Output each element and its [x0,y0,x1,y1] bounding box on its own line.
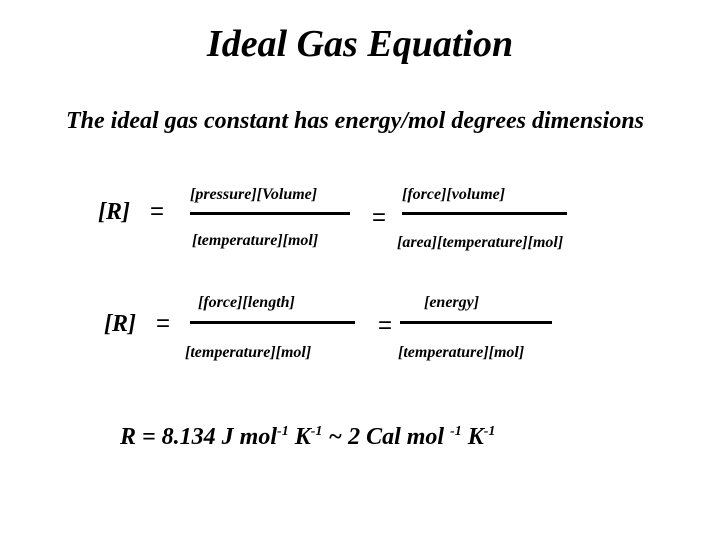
row1-equals-1: = [150,198,165,225]
gas-constant-value [120,424,495,451]
row1-lhs [98,198,164,226]
row1-frac2-bar [402,212,567,215]
constant-k: K [288,424,311,450]
constant-exp-1: -1 [277,424,289,439]
row1-equals-2: = [372,204,387,231]
row2-frac1-bar [190,321,355,324]
row2-lhs-symbol: [R] [104,311,136,337]
row2-frac1-numerator: [force][length] [198,294,295,311]
page-title: Ideal Gas Equation [206,23,514,65]
row2-equals-2: = [378,312,393,339]
row2-frac2-numerator: [energy] [424,294,480,311]
row1-frac2-numerator: [force][volume] [402,186,506,203]
subtitle: The ideal gas constant has energy/mol degrees dimensions [65,108,644,134]
constant-k2: K [461,424,484,450]
row1-frac1-denominator: [temperature][mol] [192,232,319,249]
row1-lhs-symbol: [R] [98,199,130,225]
constant-exp-4: -1 [483,424,496,439]
row2-frac2-bar [400,321,552,324]
row2-frac1-denominator: [temperature][mol] [185,344,312,361]
constant-exp-2: -1 [310,424,323,439]
row1-frac2-denominator: [area][temperature][mol] [397,234,564,251]
row2-frac2-denominator: [temperature][mol] [398,344,525,361]
row2-lhs [104,310,170,338]
row1-frac1-bar [190,212,350,215]
constant-exp-3: -1 [450,424,462,439]
row2-equals-1: = [156,310,171,337]
row1-frac1-numerator: [pressure][Volume] [190,186,318,203]
constant-approx: ~ 2 Cal mol [322,424,451,450]
constant-lead: R = 8.134 J mol [120,424,278,450]
